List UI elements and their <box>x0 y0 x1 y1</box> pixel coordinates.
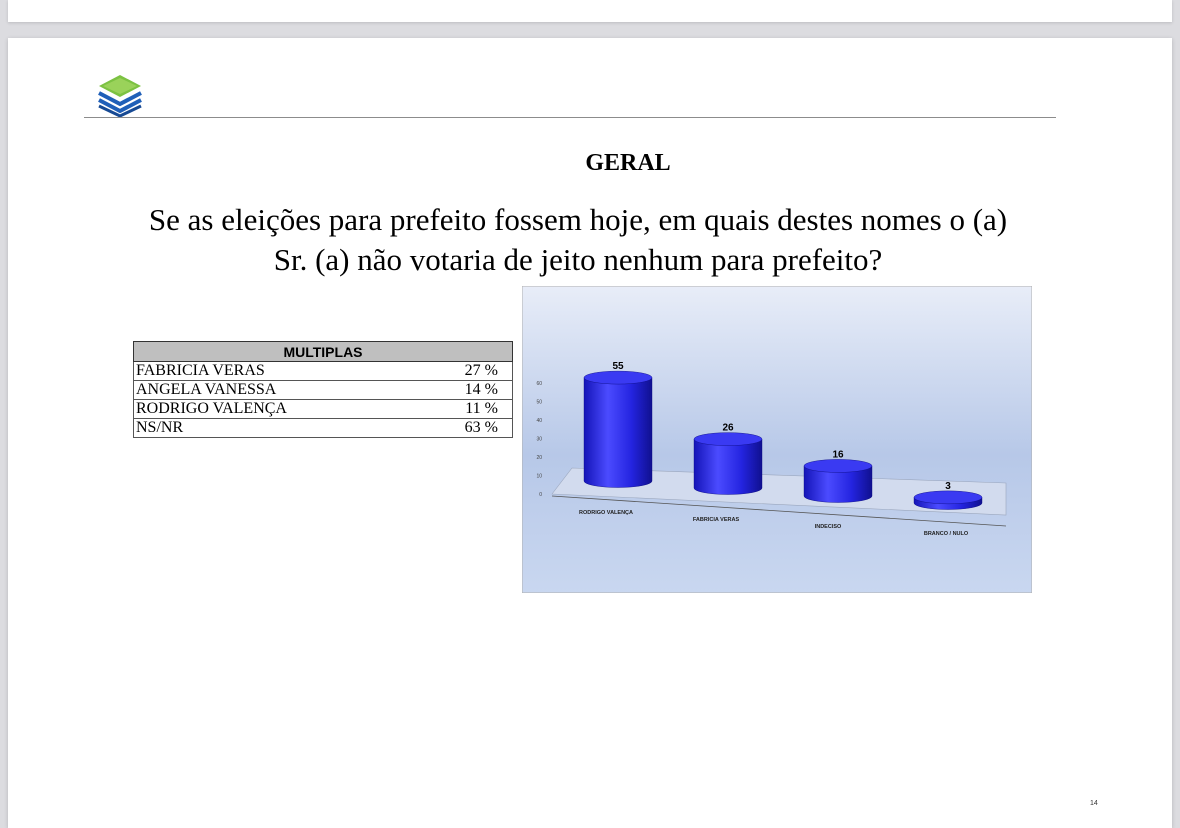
data-label: 3 <box>945 480 951 492</box>
table-row <box>134 400 513 419</box>
multiplas-table <box>133 341 513 438</box>
table-row <box>134 381 513 400</box>
layers-logo-icon <box>94 75 146 117</box>
bar-body <box>584 378 652 488</box>
question-line-2: Sr. (a) não votaria de jeito nenhum para prefeito? <box>273 242 883 277</box>
previous-page <box>8 0 1172 22</box>
data-label: 55 <box>612 361 624 373</box>
document-page <box>8 38 1172 828</box>
header-rule <box>84 117 1056 118</box>
bar-top <box>694 433 762 446</box>
y-tick-label: 10 <box>536 473 542 480</box>
row-name: FABRICIA VERAS <box>134 362 421 381</box>
question-line-1: Se as eleições para prefeito fossem hoje, em quais destes nomes o (a) <box>148 202 1008 237</box>
question-text <box>68 200 1088 280</box>
row-value: 63 % <box>421 419 513 438</box>
y-tick-label: 60 <box>536 381 542 387</box>
bar-top <box>804 459 872 472</box>
x-tick-label: FABRICIA VERAS <box>692 517 740 523</box>
x-tick-label: INDECISO <box>814 524 842 530</box>
row-name: ANGELA VANESSA <box>134 381 421 400</box>
x-tick-label: RODRIGO VALENÇA <box>579 510 633 516</box>
y-tick-label: 0 <box>539 492 542 498</box>
x-tick-label: BRANCO / NULO <box>923 531 969 537</box>
bar-chart <box>522 286 1032 593</box>
row-value: 27 % <box>421 362 513 381</box>
row-name: NS/NR <box>134 419 421 438</box>
table-row <box>134 419 513 438</box>
bar-top <box>584 371 652 384</box>
page-number: 14 <box>1090 800 1098 807</box>
y-tick-label: 30 <box>536 436 542 443</box>
y-tick-label: 20 <box>536 455 542 461</box>
bar-top <box>914 491 982 504</box>
data-label: 26 <box>722 422 734 434</box>
y-tick-label: 40 <box>536 418 542 424</box>
y-tick-label: 50 <box>536 399 542 406</box>
bar <box>584 361 652 487</box>
page-title: GERAL <box>585 150 671 176</box>
row-name: RODRIGO VALENÇA <box>134 400 421 419</box>
row-value: 11 % <box>421 400 513 419</box>
data-label: 16 <box>832 449 844 461</box>
table-header: MULTIPLAS <box>134 342 513 362</box>
row-value: 14 % <box>421 381 513 400</box>
table-row <box>134 362 513 381</box>
bar-body <box>694 439 762 494</box>
